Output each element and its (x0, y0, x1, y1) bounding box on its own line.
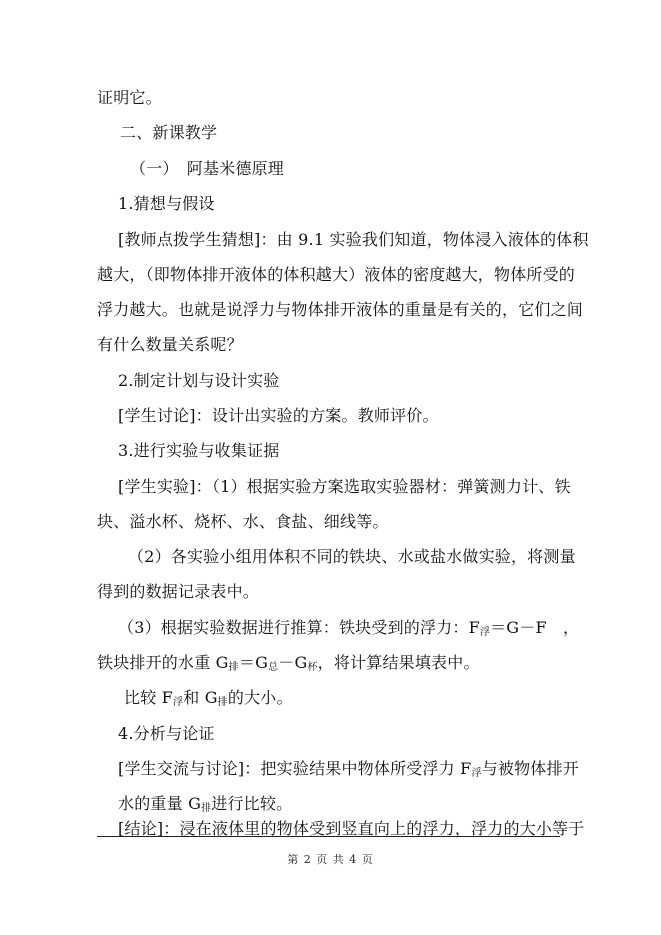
line16-post: ＝G－F ， (490, 618, 580, 637)
line17-mid2: －G (278, 653, 308, 672)
line20-sub-buoyancy: 浮 (471, 768, 482, 779)
line21-post: 进行比较。 (211, 794, 293, 813)
step-heading-hypothesis: 1.猜想与假设 (118, 194, 215, 213)
line20-post: 与被物体排开 (481, 759, 579, 778)
line17-mid: ＝G (238, 653, 269, 672)
text-line-13: 块、溢水杯、烧杯、水、食盐、细线等。 (97, 512, 389, 531)
line21-pre: 水的重量 G (118, 794, 202, 813)
line20-pre: [学生交流与讨论]：把实验结果中物体所受浮力 F (118, 759, 472, 778)
text-line-21 (118, 793, 292, 820)
line18-pre: 比较 F (124, 688, 173, 707)
line17-pre: 铁块排开的水重 G (97, 653, 229, 672)
line16-sub-buoyancy: 浮 (479, 627, 491, 638)
line16-pre: （3）根据实验数据进行推算：铁块受到的浮力：F (118, 618, 480, 637)
text-line-5: [教师点拨学生猜想]：由 9.1 实验我们知道，物体浸入液体的体积 (118, 230, 589, 249)
text-line-17 (97, 652, 480, 679)
text-line-18 (124, 687, 293, 714)
line17-post: ，将计算结果填表中。 (317, 653, 480, 672)
line17-sub-cup: 杯 (307, 662, 318, 673)
text-line-10: [学生讨论]：设计出实验的方案。教师评价。 (118, 406, 439, 425)
text-line-22-conclusion: [结论]：浸在液体里的物体受到竖直向上的浮力，浮力的大小等于 (118, 819, 585, 838)
section-heading-new-lesson: 二、新课教学 (120, 123, 218, 142)
text-line-20 (118, 758, 579, 785)
step-heading-analysis: 4.分析与论证 (118, 724, 215, 743)
line17-sub-displaced: 排 (228, 662, 239, 673)
line17-sub-total: 总 (268, 662, 279, 673)
line18-post: 的大小。 (227, 688, 293, 707)
text-line-6: 越大，（即物体排开液体的体积越大）液体的密度越大，物体所受的 (97, 265, 576, 284)
text-line-12: [学生实验]：（1）根据实验方案选取实验器材：弹簧测力计、铁 (118, 477, 571, 496)
text-line-14: （2）各实验小组用体积不同的铁块、水或盐水做实验，将测量 (128, 547, 576, 566)
text-line-8: 有什么数量关系呢？ (97, 335, 243, 354)
line18-sub-displaced: 排 (217, 697, 228, 708)
text-line-1: 证明它。 (97, 88, 162, 107)
line18-mid: 和 G (183, 688, 218, 707)
step-heading-plan: 2.制定计划与设计实验 (118, 371, 280, 390)
subsection-heading-archimedes: （一） 阿基米德原理 (130, 159, 285, 178)
text-line-15: 得到的数据记录表中。 (97, 582, 260, 601)
text-line-16 (118, 617, 579, 644)
footer-divider (97, 836, 560, 837)
step-heading-experiment: 3.进行实验与收集证据 (118, 441, 280, 460)
page-number-footer: 第 2 页 共 4 页 (287, 853, 374, 866)
line21-sub-displaced: 排 (201, 803, 212, 814)
line18-sub-buoyancy: 浮 (173, 697, 184, 708)
text-line-7: 浮力越大。也就是说浮力与物体排开液体的重量是有关的，它们之间 (97, 300, 584, 319)
